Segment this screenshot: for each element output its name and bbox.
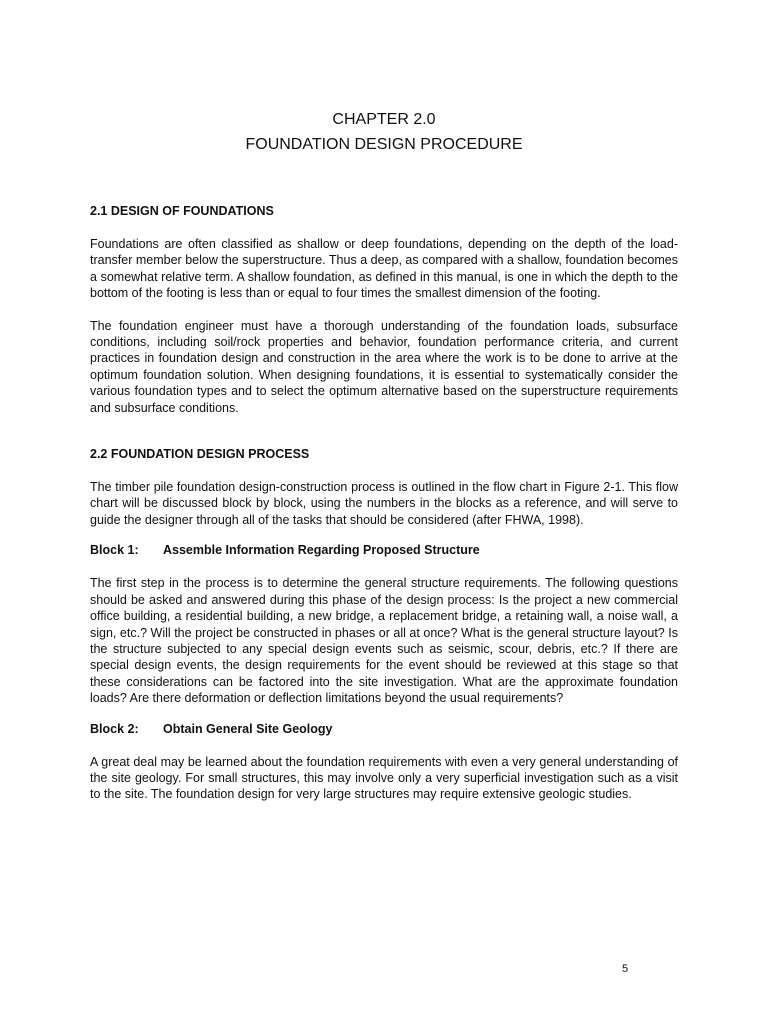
block-2-number: Block 2: bbox=[90, 721, 139, 736]
paragraph-2-1-a: Foundations are often classified as shallow or deep foundations, depending on the depth of the load-transfer member below the superstructure. Thus a deep, as compared with a shallow, foundation becomes a somewhat relative term. A shallow foundation, as defined in this manual, is one in which the depth to the bottom of the footing is less than or equal to four times the smallest dimension of the footing. bbox=[90, 237, 678, 301]
block-2-heading bbox=[90, 721, 678, 738]
section-heading-2-2: 2.2 FOUNDATION DESIGN PROCESS bbox=[90, 447, 310, 462]
block-1-heading bbox=[90, 542, 678, 559]
block-2-title: Obtain General Site Geology bbox=[163, 721, 333, 736]
page-number: 5 bbox=[622, 963, 629, 975]
chapter-title: FOUNDATION DESIGN PROCEDURE bbox=[245, 136, 523, 153]
document-body bbox=[90, 203, 678, 803]
section-heading-2-1: 2.1 DESIGN OF FOUNDATIONS bbox=[90, 204, 274, 218]
paragraph-2-1-b: The foundation engineer must have a thorough understanding of the foundation loads, subsurface conditions, including soil/rock properties and behavior, foundation performance criteria, and current practices in foundation design and construction in the area where the work is to be done to arrive at the optimum foundation solution. When designing foundations, it is essential to systematically consider the various foundation types and to select the optimum alternative based on the superstructure requirements and subsurface conditions. bbox=[90, 318, 678, 415]
block-1-number: Block 1: bbox=[90, 543, 139, 558]
block-1-title: Assemble Information Regarding Proposed Structure bbox=[163, 543, 480, 558]
paragraph-2-2-a: The timber pile foundation design-construction process is outlined in the flow chart in Figure 2-1. This flow chart will be discussed block by block, using the numbers in the blocks as a reference, and will serve to guide the designer through all of the tasks that should be considered (after FHWA, 1998). bbox=[90, 480, 678, 527]
block-1-text: The first step in the process is to determine the general structure requirements. The following questions should be asked and answered during this phase of the design process: Is the project a new commercial office building, a residential building, a new bridge, a replacement bridge, a retaining wall, a noise wall, a sign, etc.? Will the project be constructed in phases or all at once? What is the general structure layout? Is the structure subjected to any special design events such as seismic, scour, debris, etc.? If there are special design events, the design requirements for the event should be reviewed at this stage so that these considerations can be factored into the site investigation. What are the approximate foundation loads? Are there deformation or deflection limitations beyond the usual requirements? bbox=[90, 576, 678, 706]
chapter-number: CHAPTER 2.0 bbox=[332, 111, 436, 128]
block-2-text: A great deal may be learned about the foundation requirements with even a very general understanding of the site geology. For small structures, this may involve only a very superficial investigation such as a visit to the site. The foundation design for very large structures may require extensive geologic studies. bbox=[90, 754, 678, 802]
